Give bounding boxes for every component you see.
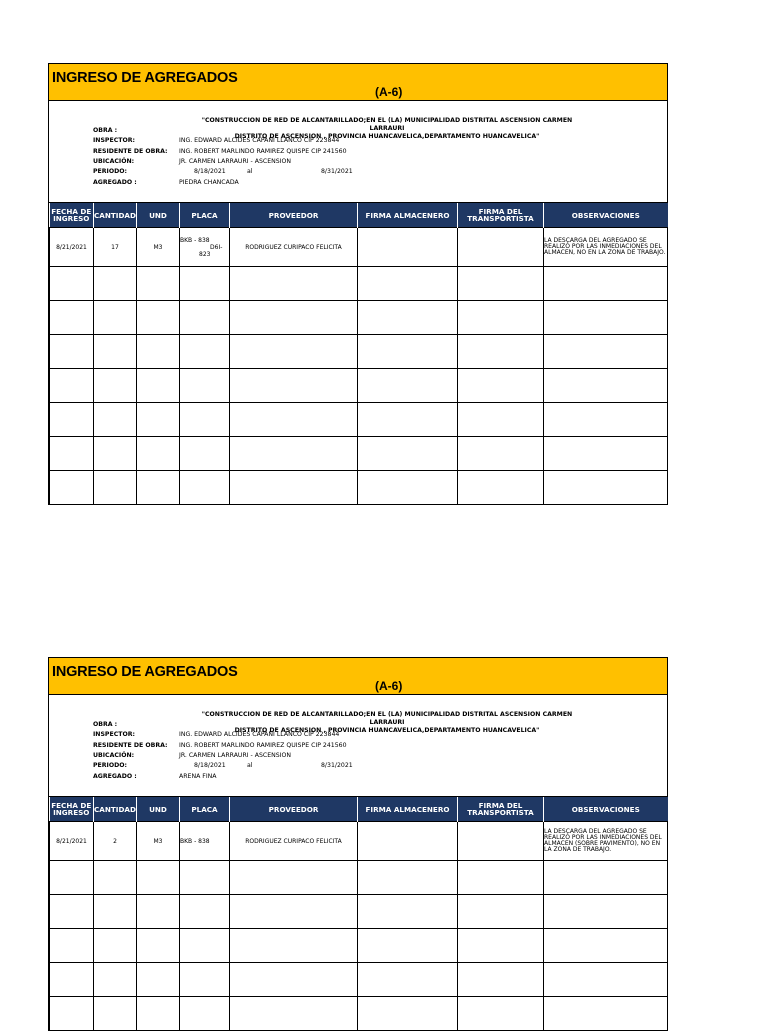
empty-cell[interactable] xyxy=(544,963,668,997)
empty-cell[interactable] xyxy=(230,929,358,963)
table-row xyxy=(50,228,668,267)
project-line-2: DISTRITO DE ASCENSION , PROVINCIA HUANCAVELICA,DEPARTAMENTO HUANCAVELICA" xyxy=(234,133,540,140)
empty-cell[interactable] xyxy=(544,403,668,437)
periodo-al: al xyxy=(247,762,253,769)
empty-cell[interactable] xyxy=(230,895,358,929)
label-ubicacion: UBICACIÓN: xyxy=(93,158,135,165)
empty-cell[interactable] xyxy=(358,267,458,301)
empty-cell[interactable] xyxy=(180,369,230,403)
sheet-title: INGRESO DE AGREGADOS xyxy=(52,664,238,680)
empty-cell[interactable] xyxy=(180,963,230,997)
empty-cell[interactable] xyxy=(50,895,94,929)
empty-cell[interactable] xyxy=(137,301,180,335)
empty-cell[interactable] xyxy=(544,301,668,335)
empty-cell[interactable] xyxy=(544,997,668,1031)
sheet-header xyxy=(49,64,667,101)
empty-cell[interactable] xyxy=(458,997,544,1031)
empty-cell[interactable] xyxy=(358,437,458,471)
empty-cell[interactable] xyxy=(50,997,94,1031)
ingreso-table xyxy=(49,797,668,1031)
project-line-2: DISTRITO DE ASCENSION , PROVINCIA HUANCAVELICA,DEPARTAMENTO HUANCAVELICA" xyxy=(234,727,540,734)
empty-cell[interactable] xyxy=(50,437,94,471)
empty-cell[interactable] xyxy=(458,437,544,471)
empty-cell[interactable] xyxy=(544,369,668,403)
cell-fecha[interactable]: 8/21/2021 xyxy=(50,228,94,267)
empty-cell[interactable] xyxy=(358,895,458,929)
col-placa: PLACA xyxy=(180,797,230,822)
placa-line-2: D6I- xyxy=(210,243,223,251)
label-inspector: INSPECTOR: xyxy=(93,731,135,738)
empty-cell[interactable] xyxy=(137,369,180,403)
form-code: (A-6) xyxy=(375,85,403,99)
placa-line-1: BKB - 838 xyxy=(180,236,210,244)
project-info xyxy=(49,101,667,203)
cell-placa[interactable] xyxy=(180,228,230,267)
col-firma-transportista: FIRMA DEL TRANSPORTISTA xyxy=(458,203,544,228)
col-observaciones: OBSERVACIONES xyxy=(544,203,668,228)
empty-cell[interactable] xyxy=(358,471,458,505)
periodo-to: 8/31/2021 xyxy=(321,168,353,175)
table-row xyxy=(50,369,668,403)
sheet-title: INGRESO DE AGREGADOS xyxy=(52,70,238,86)
table-row xyxy=(50,437,668,471)
empty-cell[interactable] xyxy=(358,403,458,437)
empty-cell[interactable] xyxy=(94,335,137,369)
empty-cell[interactable] xyxy=(137,267,180,301)
empty-cell[interactable] xyxy=(358,929,458,963)
empty-cell[interactable] xyxy=(544,267,668,301)
col-fecha: FECHA DE INGRESO xyxy=(50,203,94,228)
col-firma-almacenero: FIRMA ALMACENERO xyxy=(358,797,458,822)
empty-cell[interactable] xyxy=(544,929,668,963)
empty-cell[interactable] xyxy=(137,997,180,1031)
inspector-value: ING. EDWARD ALCIDES CAPANI LLANCO CIP 223844 xyxy=(179,731,340,738)
empty-cell[interactable] xyxy=(358,301,458,335)
empty-cell[interactable] xyxy=(137,963,180,997)
label-obra: OBRA : xyxy=(93,127,118,134)
agregado-value: ARENA FINA xyxy=(179,773,217,780)
ubicacion-value: JR. CARMEN LARRAURI - ASCENSION xyxy=(179,752,292,759)
sheet-arena-fina xyxy=(48,657,668,1031)
empty-cell[interactable] xyxy=(94,403,137,437)
col-fecha: FECHA DE INGRESO xyxy=(50,797,94,822)
empty-cell[interactable] xyxy=(50,963,94,997)
table-row xyxy=(50,929,668,963)
table-row xyxy=(50,471,668,505)
empty-cell[interactable] xyxy=(50,335,94,369)
empty-cell[interactable] xyxy=(137,895,180,929)
table-row xyxy=(50,997,668,1031)
empty-cell[interactable] xyxy=(94,895,137,929)
label-periodo: PERIODO: xyxy=(93,762,127,769)
empty-cell[interactable] xyxy=(180,301,230,335)
empty-cell[interactable] xyxy=(230,369,358,403)
cell-cantidad[interactable]: 2 xyxy=(94,822,137,861)
empty-cell[interactable] xyxy=(458,895,544,929)
table-row xyxy=(50,335,668,369)
empty-cell[interactable] xyxy=(180,335,230,369)
inspector-value: ING. EDWARD ALCIDES CAPANI LLANCO CIP 223844 xyxy=(179,137,340,144)
empty-cell[interactable] xyxy=(137,929,180,963)
empty-cell[interactable] xyxy=(458,403,544,437)
empty-cell[interactable] xyxy=(137,471,180,505)
empty-cell[interactable] xyxy=(458,335,544,369)
cell-firma-almacenero[interactable] xyxy=(358,822,458,861)
table-row xyxy=(50,267,668,301)
empty-cell[interactable] xyxy=(230,471,358,505)
col-und: UND xyxy=(137,797,180,822)
empty-cell[interactable] xyxy=(180,267,230,301)
empty-cell[interactable] xyxy=(230,403,358,437)
empty-cell[interactable] xyxy=(137,335,180,369)
periodo-from: 8/18/2021 xyxy=(194,762,226,769)
col-und: UND xyxy=(137,203,180,228)
empty-cell[interactable] xyxy=(230,861,358,895)
empty-cell[interactable] xyxy=(50,369,94,403)
table-header-row xyxy=(50,797,668,822)
form-code: (A-6) xyxy=(375,679,403,693)
empty-cell[interactable] xyxy=(544,861,668,895)
label-ubicacion: UBICACIÓN: xyxy=(93,752,135,759)
empty-cell[interactable] xyxy=(180,929,230,963)
col-observaciones: OBSERVACIONES xyxy=(544,797,668,822)
empty-cell[interactable] xyxy=(458,929,544,963)
empty-cell[interactable] xyxy=(458,369,544,403)
empty-cell[interactable] xyxy=(458,963,544,997)
table-row xyxy=(50,963,668,997)
label-residente: RESIDENTE DE OBRA: xyxy=(93,742,168,749)
cell-cantidad[interactable]: 17 xyxy=(94,228,137,267)
label-inspector: INSPECTOR: xyxy=(93,137,135,144)
cell-und[interactable]: M3 xyxy=(137,228,180,267)
empty-cell[interactable] xyxy=(94,861,137,895)
project-line-1: "CONSTRUCCION DE RED DE ALCANTARILLADO;EN EL (LA) MUNICIPALIDAD DISTRITAL ASCENSION CARMEN LARRAURI xyxy=(201,117,573,132)
agregado-value: PIEDRA CHANCADA xyxy=(179,179,239,186)
sheet-piedra-chancada xyxy=(48,63,668,505)
empty-cell[interactable] xyxy=(94,267,137,301)
sheet-header xyxy=(49,658,667,695)
empty-cell[interactable] xyxy=(94,963,137,997)
empty-cell[interactable] xyxy=(230,997,358,1031)
residente-value: ING. ROBERT MARLINDO RAMIREZ QUISPE CIP 241560 xyxy=(179,742,347,749)
periodo-from: 8/18/2021 xyxy=(194,168,226,175)
periodo-to: 8/31/2021 xyxy=(321,762,353,769)
empty-cell[interactable] xyxy=(544,437,668,471)
table-row xyxy=(50,861,668,895)
empty-cell[interactable] xyxy=(458,301,544,335)
cell-proveedor[interactable]: RODRIGUEZ CURIPACO FELICITA xyxy=(230,822,358,861)
table-row xyxy=(50,403,668,437)
residente-value: ING. ROBERT MARLINDO RAMIREZ QUISPE CIP 241560 xyxy=(179,148,347,155)
cell-firma-transportista[interactable] xyxy=(458,228,544,267)
label-periodo: PERIODO: xyxy=(93,168,127,175)
empty-cell[interactable] xyxy=(94,997,137,1031)
empty-cell[interactable] xyxy=(50,861,94,895)
empty-cell[interactable] xyxy=(180,895,230,929)
empty-cell[interactable] xyxy=(180,403,230,437)
empty-cell[interactable] xyxy=(50,471,94,505)
empty-cell[interactable] xyxy=(544,471,668,505)
table-header-row xyxy=(50,203,668,228)
empty-cell[interactable] xyxy=(458,267,544,301)
empty-cell[interactable] xyxy=(358,861,458,895)
cell-observaciones[interactable]: LA DESCARGA DEL AGREGADO SE REALIZÓ POR LAS INMEDIACIONES DEL ALMACEN, NO EN LA ZONA DE TRABAJO. xyxy=(544,228,668,267)
empty-cell[interactable] xyxy=(50,929,94,963)
table-row xyxy=(50,895,668,929)
empty-cell[interactable] xyxy=(137,437,180,471)
empty-cell[interactable] xyxy=(180,861,230,895)
empty-cell[interactable] xyxy=(230,437,358,471)
placa-line-1: BKB - 838 xyxy=(180,837,210,845)
empty-cell[interactable] xyxy=(137,403,180,437)
empty-cell[interactable] xyxy=(94,929,137,963)
empty-cell[interactable] xyxy=(180,437,230,471)
empty-cell[interactable] xyxy=(544,895,668,929)
table-row xyxy=(50,822,668,861)
empty-cell[interactable] xyxy=(94,437,137,471)
empty-cell[interactable] xyxy=(137,861,180,895)
empty-cell[interactable] xyxy=(180,997,230,1031)
cell-und[interactable]: M3 xyxy=(137,822,180,861)
empty-cell[interactable] xyxy=(230,963,358,997)
col-proveedor: PROVEEDOR xyxy=(230,797,358,822)
col-cantidad: CANTIDAD xyxy=(94,203,137,228)
project-line-1: "CONSTRUCCION DE RED DE ALCANTARILLADO;EN EL (LA) MUNICIPALIDAD DISTRITAL ASCENSION CARMEN LARRAURI xyxy=(201,711,573,726)
col-firma-transportista: FIRMA DEL TRANSPORTISTA xyxy=(458,797,544,822)
ingreso-table xyxy=(49,203,668,505)
empty-cell[interactable] xyxy=(180,471,230,505)
empty-cell[interactable] xyxy=(94,369,137,403)
empty-cell[interactable] xyxy=(50,403,94,437)
ubicacion-value: JR. CARMEN LARRAURI - ASCENSION xyxy=(179,158,292,165)
empty-cell[interactable] xyxy=(358,963,458,997)
empty-cell[interactable] xyxy=(358,997,458,1031)
empty-cell[interactable] xyxy=(458,861,544,895)
cell-placa[interactable] xyxy=(180,822,230,861)
empty-cell[interactable] xyxy=(230,335,358,369)
empty-cell[interactable] xyxy=(458,471,544,505)
label-residente: RESIDENTE DE OBRA: xyxy=(93,148,168,155)
label-agregado: AGREGADO : xyxy=(93,179,137,186)
label-obra: OBRA : xyxy=(93,721,118,728)
cell-observaciones[interactable]: LA DESCARGA DEL AGREGADO SE REALIZÓ POR LAS INMEDIACIONES DEL ALMACEN (SOBRE PAVIMENTO), NO EN LA ZONA DE TRABAJO. xyxy=(544,822,668,861)
empty-cell[interactable] xyxy=(50,301,94,335)
empty-cell[interactable] xyxy=(544,335,668,369)
col-cantidad: CANTIDAD xyxy=(94,797,137,822)
empty-cell[interactable] xyxy=(94,471,137,505)
table-row xyxy=(50,301,668,335)
periodo-al: al xyxy=(247,168,253,175)
empty-cell[interactable] xyxy=(358,335,458,369)
placa-line-3: 823 xyxy=(199,250,211,258)
col-firma-almacenero: FIRMA ALMACENERO xyxy=(358,203,458,228)
empty-cell[interactable] xyxy=(94,301,137,335)
project-info xyxy=(49,695,667,797)
cell-firma-almacenero[interactable] xyxy=(358,228,458,267)
cell-firma-transportista[interactable] xyxy=(458,822,544,861)
cell-proveedor[interactable]: RODRIGUEZ CURIPACO FELICITA xyxy=(230,228,358,267)
col-proveedor: PROVEEDOR xyxy=(230,203,358,228)
empty-cell[interactable] xyxy=(358,369,458,403)
cell-fecha[interactable]: 8/21/2021 xyxy=(50,822,94,861)
col-placa: PLACA xyxy=(180,203,230,228)
empty-cell[interactable] xyxy=(230,267,358,301)
label-agregado: AGREGADO : xyxy=(93,773,137,780)
empty-cell[interactable] xyxy=(230,301,358,335)
empty-cell[interactable] xyxy=(50,267,94,301)
